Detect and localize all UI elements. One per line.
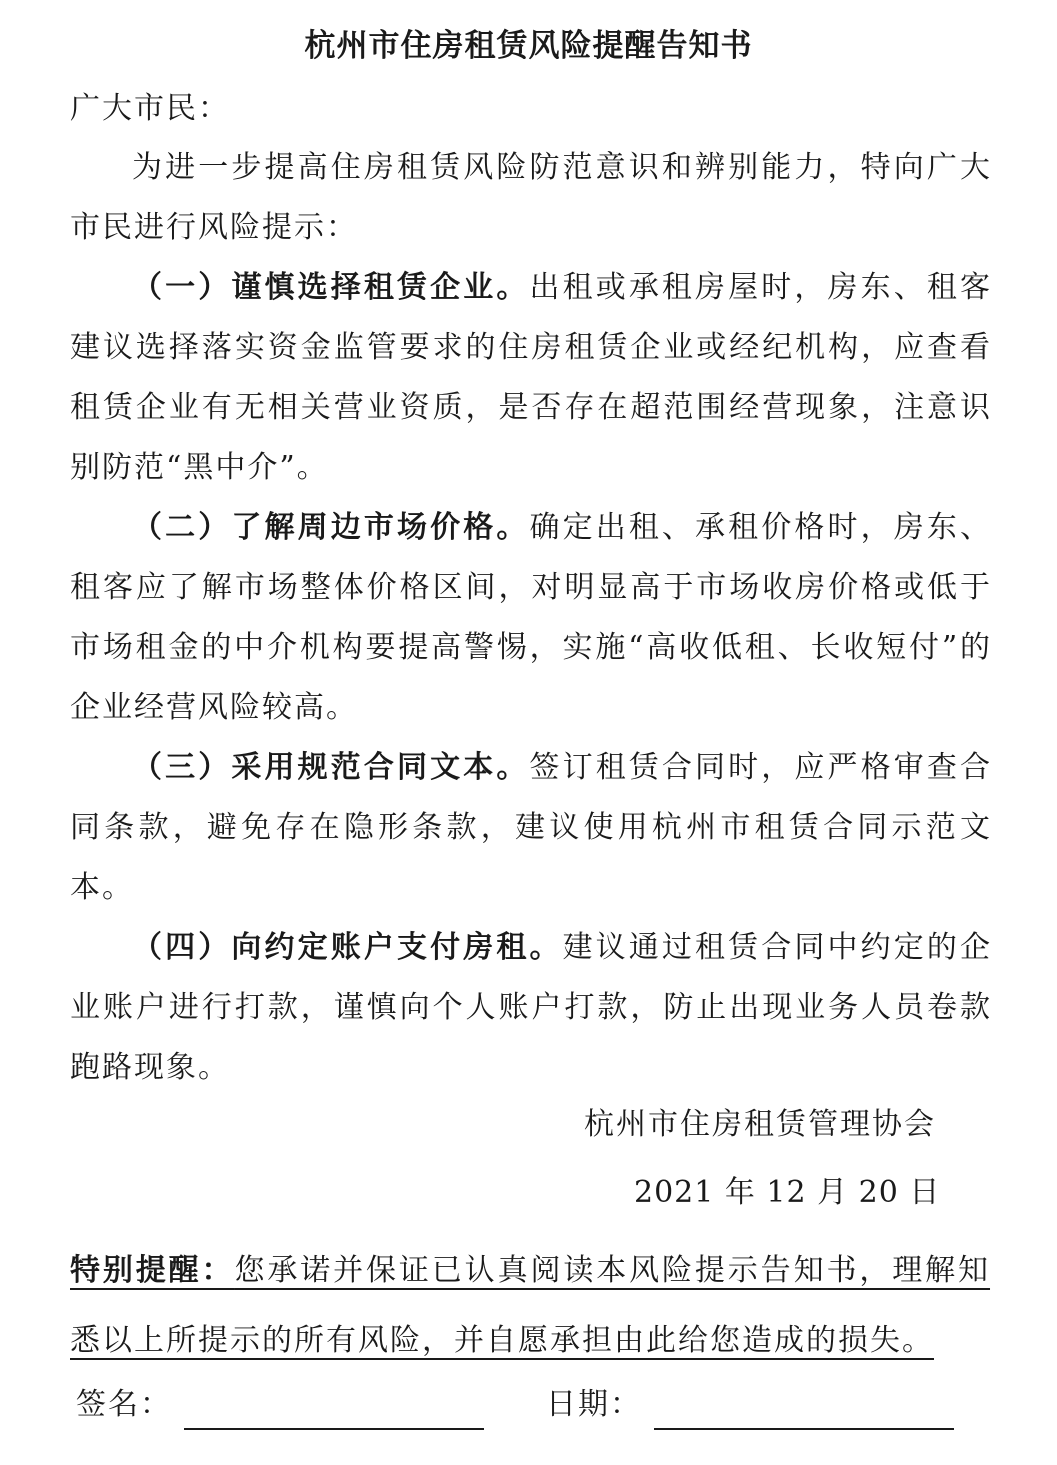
- risk-item-1-body: 出租或承租房屋时，房东、租客建议选择落实资金监管要求的住房租赁企业或经纪机构，应查看租赁企业有无相关营业资质，是否存在超范围经营现象，注意识别防范“黑中介”。: [70, 270, 993, 485]
- signature-blank-field[interactable]: [184, 1392, 484, 1430]
- special-notice-label: 特别提醒：: [70, 1253, 235, 1288]
- signature-row: [76, 1380, 484, 1430]
- intro-paragraph: [70, 138, 992, 258]
- issuer-name: 杭州市住房租赁管理协会: [584, 1107, 936, 1142]
- sign-date-blank-field[interactable]: [654, 1392, 954, 1430]
- risk-item-4-body: 建议通过租赁合同中约定的企业账户进行打款，谨慎向个人账户打款，防止出现业务人员卷款跑路现象。: [70, 930, 993, 1085]
- risk-item-1-heading: （一）谨慎选择租赁企业。: [132, 270, 530, 305]
- issue-date: 2021 年 12 月 20 日: [634, 1175, 941, 1210]
- risk-item-1: [70, 258, 992, 498]
- greeting: 广大市民：: [70, 91, 230, 126]
- risk-item-2: [70, 498, 992, 738]
- risk-item-2-body: 确定出租、承租价格时，房东、租客应了解市场整体价格区间，对明显高于市场收房价格或低于市场租金的中介机构要提高警惕，实施“高收低租、长收短付”的企业经营风险较高。: [70, 510, 993, 725]
- sign-date-label: 日期：: [546, 1387, 642, 1422]
- risk-item-2-heading: （二）了解周边市场价格。: [132, 510, 530, 545]
- special-notice: [70, 1236, 990, 1376]
- signature-label: 签名：: [76, 1387, 172, 1422]
- risk-item-3-body: 签订租赁合同时，应严格审查合同条款，避免存在隐形条款，建议使用杭州市租赁合同示范文本。: [70, 750, 993, 905]
- special-notice-text: 您承诺并保证已认真阅读本风险提示告知书，理解知悉以上所提示的所有风险，并自愿承担由此给您造成的损失。: [70, 1253, 991, 1358]
- risk-item-3-heading: （三）采用规范合同文本。: [132, 750, 530, 785]
- document-title: 杭州市住房租赁风险提醒告知书: [304, 28, 753, 64]
- risk-item-4: [70, 918, 992, 1098]
- intro-text: 为进一步提高住房租赁风险防范意识和辨别能力，特向广大市民进行风险提示：: [70, 150, 992, 245]
- risk-item-4-heading: （四）向约定账户支付房租。: [132, 930, 563, 965]
- risk-item-3: [70, 738, 992, 918]
- sign-date-row: [546, 1380, 954, 1430]
